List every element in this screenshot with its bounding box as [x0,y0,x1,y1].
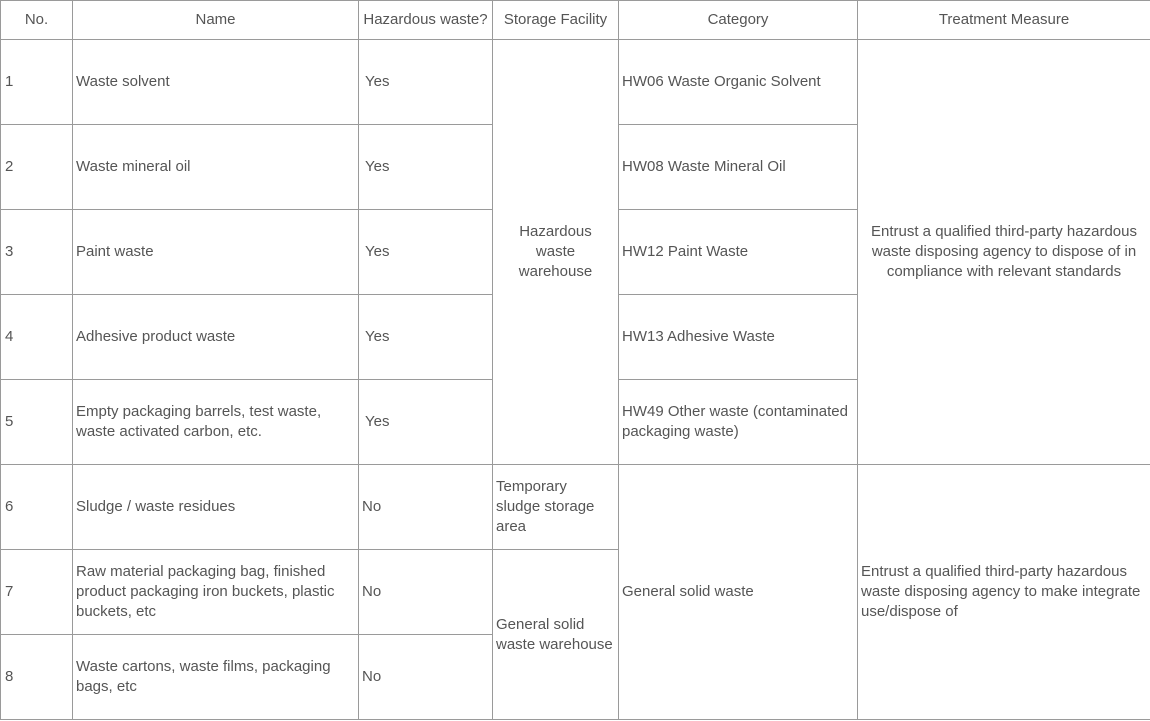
cell-storage-general: General solid waste warehouse [493,550,619,720]
header-hazardous: Hazardous waste? [359,1,493,40]
table-header-row [1,1,1150,40]
cell-hazardous: No [359,465,493,550]
table-row [1,465,1150,550]
cell-no: 2 [1,125,73,210]
cell-category: HW13 Adhesive Waste [619,295,858,380]
cell-no: 3 [1,210,73,295]
cell-name: Empty packaging barrels, test waste, waste activated carbon, etc. [73,380,359,465]
cell-category-general: General solid waste [619,465,858,720]
cell-storage-sludge: Temporary sludge storage area [493,465,619,550]
cell-category: HW49 Other waste (contaminated packaging waste) [619,380,858,465]
header-storage-facility: Storage Facility [493,1,619,40]
cell-treatment-hazardous: Entrust a qualified third-party hazardous waste disposing agency to dispose of in compliance with relevant standards [858,40,1150,465]
cell-treatment-general: Entrust a qualified third-party hazardous waste disposing agency to make integrate use/dispose of [858,465,1150,720]
cell-name: Adhesive product waste [73,295,359,380]
cell-no: 8 [1,635,73,720]
cell-no: 6 [1,465,73,550]
cell-hazardous: Yes [359,380,493,465]
cell-name: Paint waste [73,210,359,295]
cell-name: Waste cartons, waste films, packaging bags, etc [73,635,359,720]
cell-hazardous: Yes [359,210,493,295]
cell-name: Waste solvent [73,40,359,125]
cell-category: HW08 Waste Mineral Oil [619,125,858,210]
cell-hazardous: Yes [359,40,493,125]
cell-no: 4 [1,295,73,380]
cell-hazardous: Yes [359,125,493,210]
header-name: Name [73,1,359,40]
cell-name: Waste mineral oil [73,125,359,210]
header-category: Category [619,1,858,40]
cell-name: Raw material packaging bag, finished product packaging iron buckets, plastic buckets, etc [73,550,359,635]
header-no: No. [1,1,73,40]
cell-hazardous: No [359,550,493,635]
cell-no: 5 [1,380,73,465]
cell-category: HW06 Waste Organic Solvent [619,40,858,125]
cell-hazardous: Yes [359,295,493,380]
cell-hazardous: No [359,635,493,720]
cell-category: HW12 Paint Waste [619,210,858,295]
table-row [1,40,1150,125]
cell-name: Sludge / waste residues [73,465,359,550]
cell-no: 7 [1,550,73,635]
cell-storage-hazardous: Hazardous waste warehouse [493,40,619,465]
cell-no: 1 [1,40,73,125]
header-treatment-measure: Treatment Measure [858,1,1150,40]
